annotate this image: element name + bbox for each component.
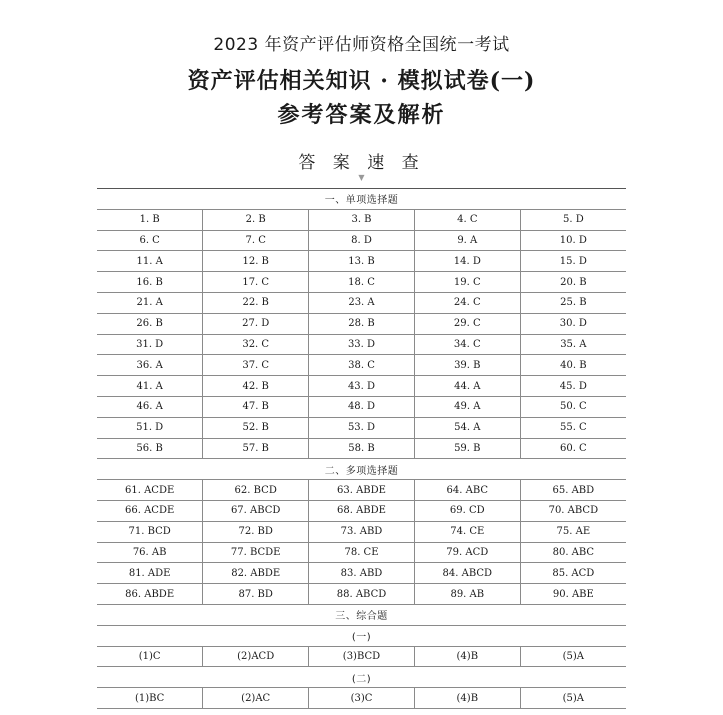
answer-cell: 45. D bbox=[520, 376, 626, 397]
answer-cell: 30. D bbox=[520, 313, 626, 334]
group-label-label: (二) bbox=[97, 667, 626, 688]
section-header-single bbox=[97, 189, 626, 210]
answer-cell: 71. BCD bbox=[97, 521, 203, 542]
answer-cell: (4)B bbox=[414, 688, 520, 709]
answer-cell: 73. ABD bbox=[309, 521, 415, 542]
answer-cell: 42. B bbox=[203, 376, 309, 397]
answer-cell: 39. B bbox=[414, 355, 520, 376]
answer-cell: 69. CD bbox=[414, 500, 520, 521]
section-header-comprehensive-label: 三、综合题 bbox=[97, 604, 626, 625]
table-row bbox=[97, 417, 626, 438]
answer-cell: 40. B bbox=[520, 355, 626, 376]
table-row bbox=[97, 209, 626, 230]
answer-cell: 11. A bbox=[97, 251, 203, 272]
answer-cell: 81. ADE bbox=[97, 563, 203, 584]
answer-cell: 76. AB bbox=[97, 542, 203, 563]
table-row bbox=[97, 376, 626, 397]
answer-cell: 46. A bbox=[97, 396, 203, 417]
quick-answers-title: 答 案 速 查 bbox=[298, 153, 425, 173]
answer-cell: 70. ABCD bbox=[520, 500, 626, 521]
answer-cell: 41. A bbox=[97, 376, 203, 397]
answer-cell: 83. ABD bbox=[309, 563, 415, 584]
answer-cell: 62. BCD bbox=[203, 480, 309, 501]
answer-cell: 37. C bbox=[203, 355, 309, 376]
answer-cell: 25. B bbox=[520, 292, 626, 313]
answer-cell: 38. C bbox=[309, 355, 415, 376]
answer-cell: 80. ABC bbox=[520, 542, 626, 563]
answer-cell: 7. C bbox=[203, 230, 309, 251]
answer-cell: 17. C bbox=[203, 272, 309, 293]
answer-cell: 78. CE bbox=[309, 542, 415, 563]
answer-cell: 13. B bbox=[309, 251, 415, 272]
answer-cell: 56. B bbox=[97, 438, 203, 459]
answer-cell: (3)C bbox=[309, 688, 415, 709]
paper-title: 资产评估相关知识 · 模拟试卷(一) bbox=[187, 68, 536, 94]
answer-cell: 90. ABE bbox=[520, 584, 626, 605]
answer-cell: 79. ACD bbox=[414, 542, 520, 563]
answer-cell: 58. B bbox=[309, 438, 415, 459]
answer-cell: 67. ABCD bbox=[203, 500, 309, 521]
answer-cell: 75. AE bbox=[520, 521, 626, 542]
answer-cell: 87. BD bbox=[203, 584, 309, 605]
answer-cell: 6. C bbox=[97, 230, 203, 251]
answer-cell: 29. C bbox=[414, 313, 520, 334]
answer-cell: 5. D bbox=[520, 209, 626, 230]
answer-table bbox=[97, 188, 626, 709]
answer-cell: (5)A bbox=[520, 688, 626, 709]
answer-cell: 57. B bbox=[203, 438, 309, 459]
answer-cell: 55. C bbox=[520, 417, 626, 438]
table-row bbox=[97, 438, 626, 459]
answer-cell: (1)BC bbox=[97, 688, 203, 709]
answer-cell: 2. B bbox=[203, 209, 309, 230]
answer-cell: 35. A bbox=[520, 334, 626, 355]
answer-cell: 54. A bbox=[414, 417, 520, 438]
table-row bbox=[97, 313, 626, 334]
answer-cell: (2)ACD bbox=[203, 646, 309, 667]
answer-cell: 33. D bbox=[309, 334, 415, 355]
table-row bbox=[97, 251, 626, 272]
answer-cell: 68. ABDE bbox=[309, 500, 415, 521]
answer-cell: 32. C bbox=[203, 334, 309, 355]
answer-cell: 22. B bbox=[203, 292, 309, 313]
answer-cell: 12. B bbox=[203, 251, 309, 272]
answer-cell: 26. B bbox=[97, 313, 203, 334]
answer-cell: 64. ABC bbox=[414, 480, 520, 501]
answer-cell: 52. B bbox=[203, 417, 309, 438]
group-label bbox=[97, 667, 626, 688]
answer-cell: 49. A bbox=[414, 396, 520, 417]
answer-cell: (2)AC bbox=[203, 688, 309, 709]
answer-cell: 24. C bbox=[414, 292, 520, 313]
section-header-multiple bbox=[97, 459, 626, 480]
answer-cell: 50. C bbox=[520, 396, 626, 417]
answer-cell: 16. B bbox=[97, 272, 203, 293]
exam-title: 2023 年资产评估师资格全国统一考试 bbox=[213, 35, 510, 55]
answer-cell: 66. ACDE bbox=[97, 500, 203, 521]
answer-cell: 36. A bbox=[97, 355, 203, 376]
answer-cell: 72. BD bbox=[203, 521, 309, 542]
table-row bbox=[97, 230, 626, 251]
section-header-multiple-label: 二、多项选择题 bbox=[97, 459, 626, 480]
answer-cell: 27. D bbox=[203, 313, 309, 334]
answer-cell: (1)C bbox=[97, 646, 203, 667]
answer-cell: (3)BCD bbox=[309, 646, 415, 667]
down-arrow-icon: ▼ bbox=[358, 173, 365, 182]
answer-cell: 28. B bbox=[309, 313, 415, 334]
table-row bbox=[97, 272, 626, 293]
answer-cell: 82. ABDE bbox=[203, 563, 309, 584]
answer-cell: 21. A bbox=[97, 292, 203, 313]
table-row bbox=[97, 542, 626, 563]
answer-cell: 18. C bbox=[309, 272, 415, 293]
table-row bbox=[97, 500, 626, 521]
answer-cell: 59. B bbox=[414, 438, 520, 459]
group-label bbox=[97, 625, 626, 646]
answer-cell: 10. D bbox=[520, 230, 626, 251]
answer-cell: 85. ACD bbox=[520, 563, 626, 584]
answer-cell: 1. B bbox=[97, 209, 203, 230]
answer-cell: 63. ABDE bbox=[309, 480, 415, 501]
answer-cell: 51. D bbox=[97, 417, 203, 438]
answer-cell: 4. C bbox=[414, 209, 520, 230]
answer-cell: 44. A bbox=[414, 376, 520, 397]
table-row bbox=[97, 646, 626, 667]
table-row bbox=[97, 355, 626, 376]
answer-cell: 74. CE bbox=[414, 521, 520, 542]
table-row bbox=[97, 480, 626, 501]
answer-cell: 61. ACDE bbox=[97, 480, 203, 501]
answer-cell: 84. ABCD bbox=[414, 563, 520, 584]
answer-cell: (5)A bbox=[520, 646, 626, 667]
answer-cell: (4)B bbox=[414, 646, 520, 667]
answer-cell: 15. D bbox=[520, 251, 626, 272]
table-row bbox=[97, 688, 626, 709]
answer-cell: 47. B bbox=[203, 396, 309, 417]
table-row bbox=[97, 334, 626, 355]
answer-cell: 48. D bbox=[309, 396, 415, 417]
paper-subtitle: 参考答案及解析 bbox=[277, 102, 446, 128]
table-row bbox=[97, 584, 626, 605]
answer-cell: 23. A bbox=[309, 292, 415, 313]
answer-cell: 14. D bbox=[414, 251, 520, 272]
answer-cell: 31. D bbox=[97, 334, 203, 355]
table-row bbox=[97, 292, 626, 313]
section-header-single-label: 一、单项选择题 bbox=[97, 189, 626, 210]
answer-cell: 86. ABDE bbox=[97, 584, 203, 605]
answer-cell: 20. B bbox=[520, 272, 626, 293]
answer-cell: 43. D bbox=[309, 376, 415, 397]
answer-cell: 9. A bbox=[414, 230, 520, 251]
group-label-label: (一) bbox=[97, 625, 626, 646]
answer-cell: 88. ABCD bbox=[309, 584, 415, 605]
answer-cell: 3. B bbox=[309, 209, 415, 230]
answer-cell: 34. C bbox=[414, 334, 520, 355]
answer-cell: 65. ABD bbox=[520, 480, 626, 501]
answer-cell: 60. C bbox=[520, 438, 626, 459]
answer-cell: 77. BCDE bbox=[203, 542, 309, 563]
table-row bbox=[97, 396, 626, 417]
answer-cell: 53. D bbox=[309, 417, 415, 438]
answer-cell: 8. D bbox=[309, 230, 415, 251]
section-header-comprehensive bbox=[97, 604, 626, 625]
answer-cell: 89. AB bbox=[414, 584, 520, 605]
table-row bbox=[97, 521, 626, 542]
table-row bbox=[97, 563, 626, 584]
answer-cell: 19. C bbox=[414, 272, 520, 293]
